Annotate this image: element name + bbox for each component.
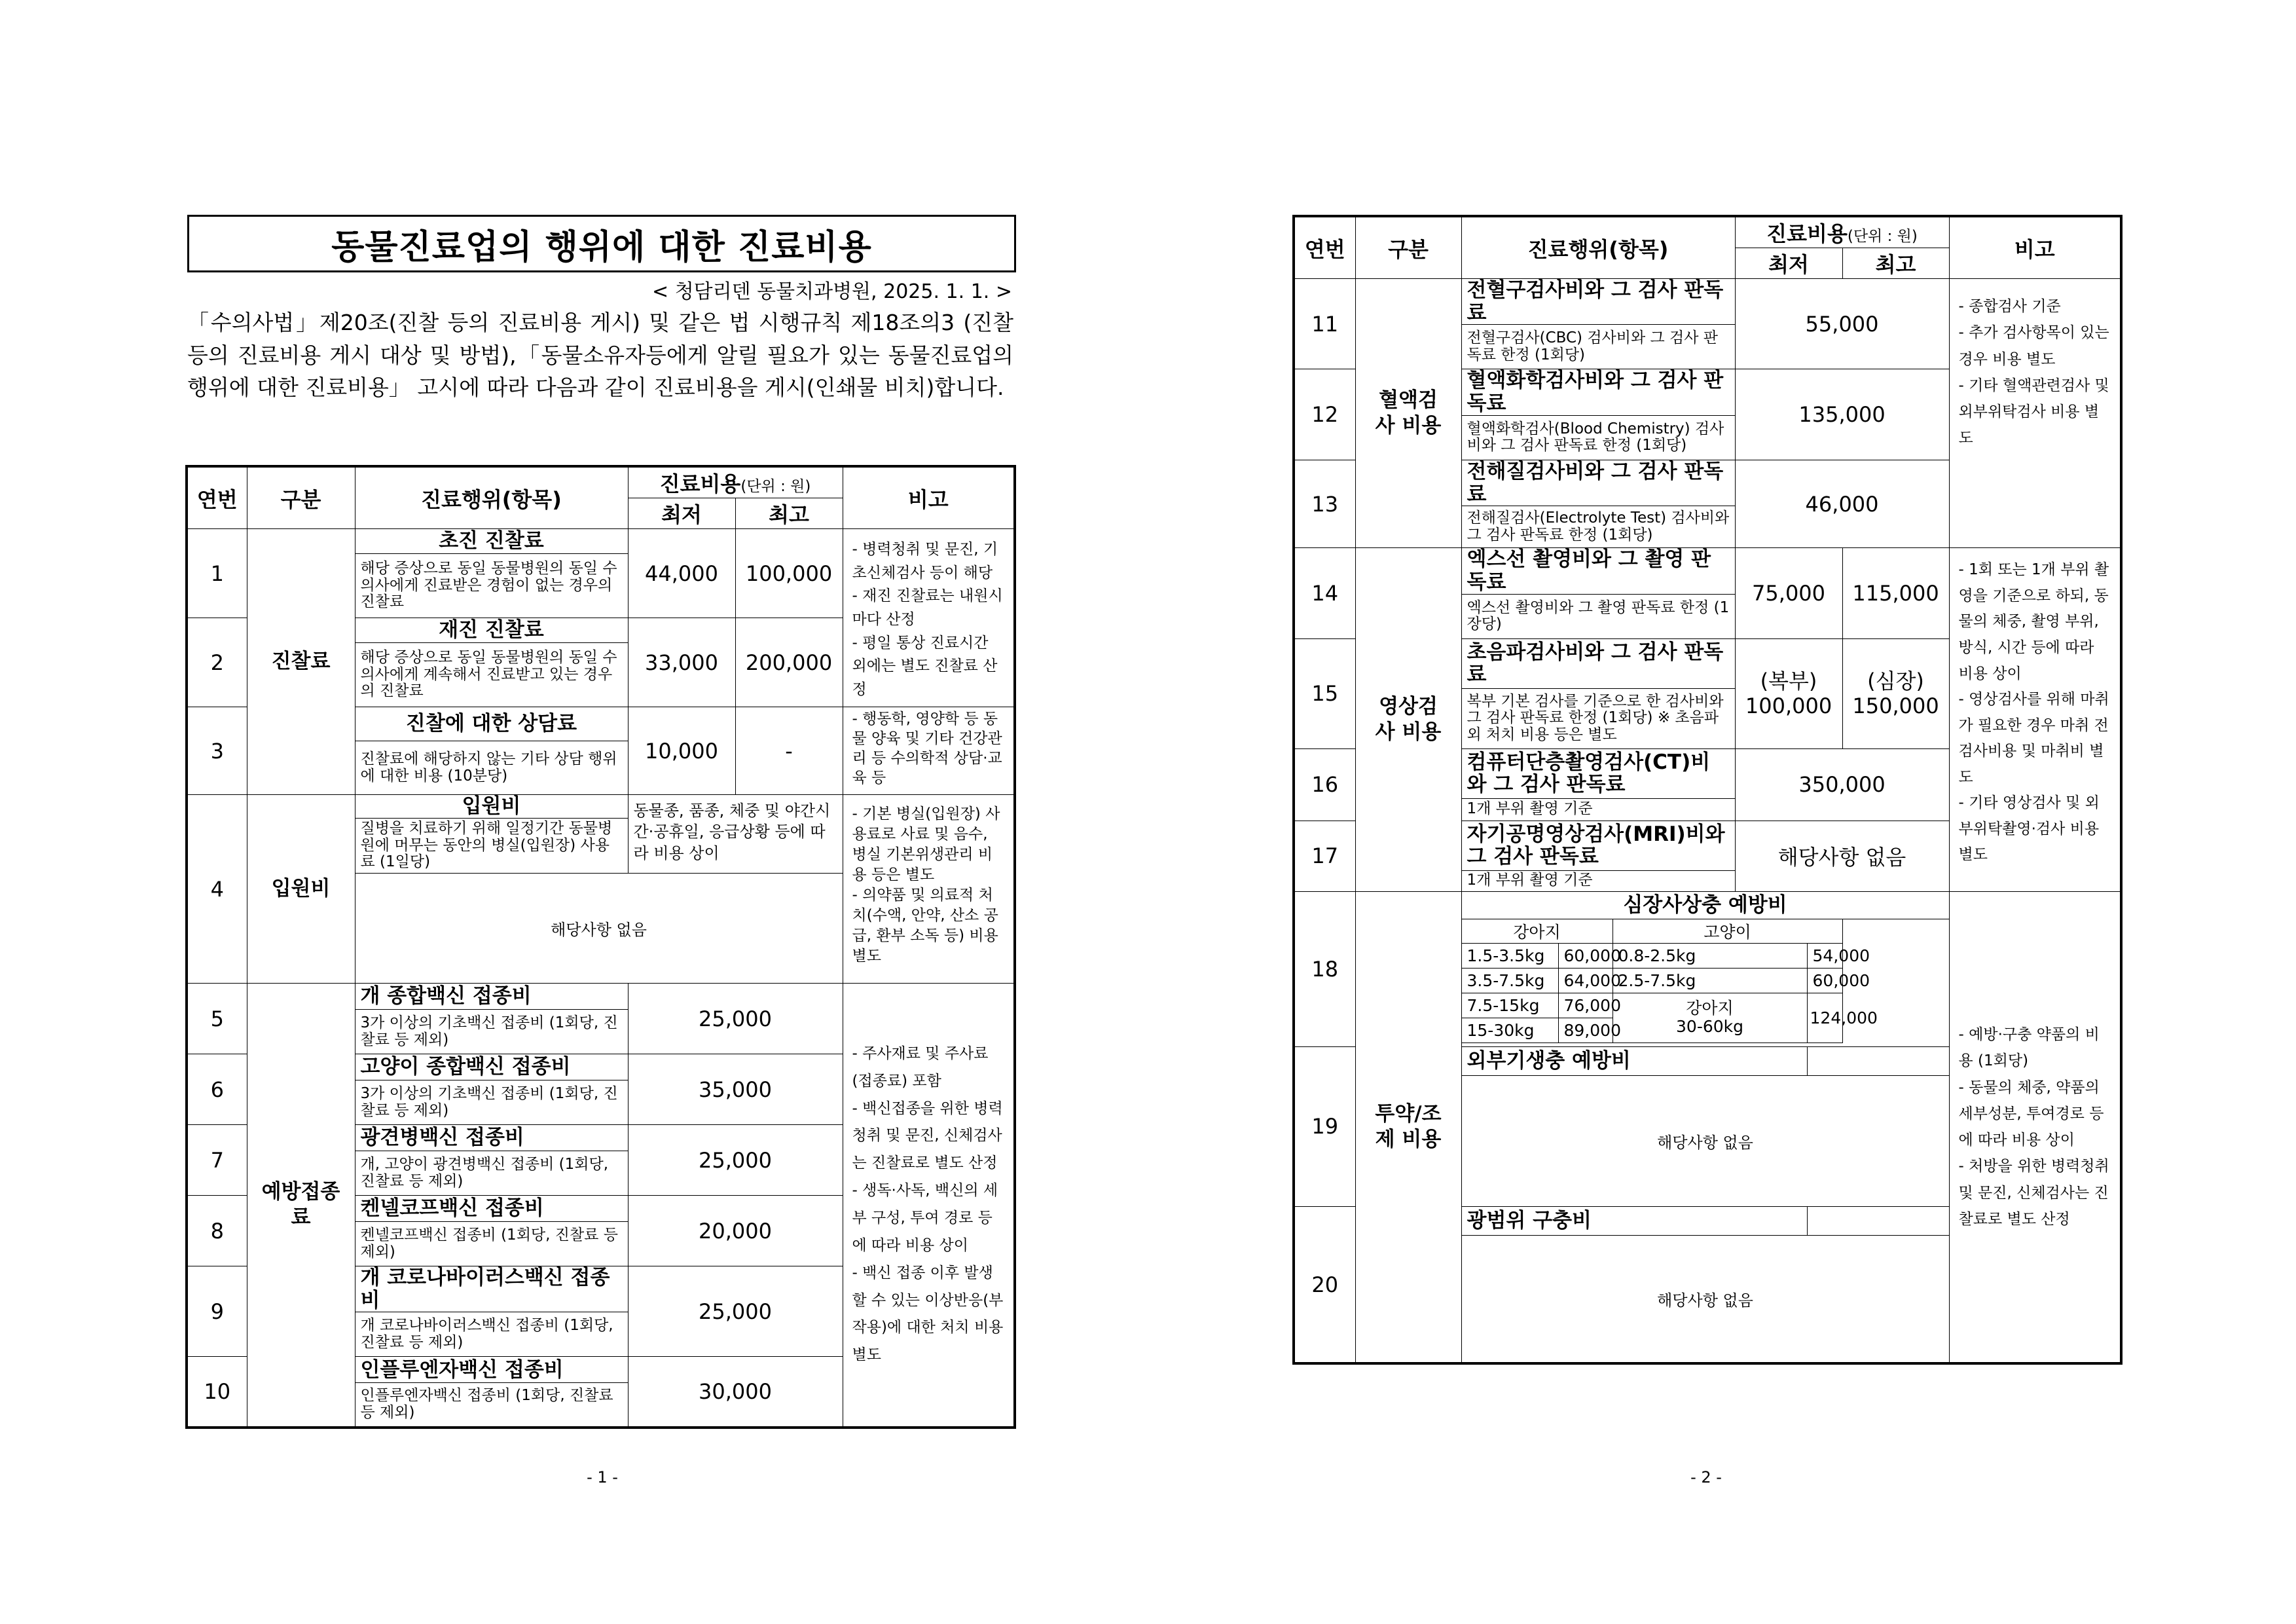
row-no: 14	[1294, 548, 1355, 638]
header-min: 최저	[628, 498, 735, 529]
category-exam: 진찰료	[247, 529, 355, 795]
header-no: 연번	[187, 466, 247, 529]
item-name: 엑스선 촬영비와 그 촬영 판독료	[1461, 548, 1735, 594]
price: 해당사항 없음	[1735, 821, 1949, 891]
price-min-value: 100,000	[1745, 693, 1832, 719]
price-min-label: (복부)	[1760, 668, 1817, 693]
item-desc: 전해질검사(Electrolyte Test) 검사비와 그 검사 판독료 한정 (1회당)	[1461, 506, 1735, 548]
item-name: 컴퓨터단층촬영검사(CT)비와 그 검사 판독료	[1461, 748, 1735, 798]
item-desc: 혈액화학검사(Blood Chemistry) 검사비와 그 검사 판독료 한정 (1회당)	[1461, 415, 1735, 460]
price: 55,000	[1735, 279, 1949, 369]
dog-price: 64,000	[1558, 968, 1613, 993]
item-name: 심장사상충 예방비	[1461, 891, 1949, 919]
item-name: 혈액화학검사비와 그 검사 판독료	[1461, 369, 1735, 415]
remark-inpatient: - 기본 병실(입원장) 사용료로 사료 및 음수, 병실 기본위생관리 비용 등은 별도 - 의약품 및 의료적 처치(수액, 안약, 산소 공급, 환부 소독 등) 비용 별도	[843, 795, 1015, 984]
cat-price: 54,000	[1807, 943, 1842, 968]
price: 25,000	[628, 1266, 843, 1357]
item-name: 인플루엔자백신 접종비	[355, 1357, 628, 1383]
header-remark: 비고	[1949, 216, 2121, 279]
price-max-label: (심장)	[1867, 668, 1924, 693]
remark-exam: - 병력청취 및 문진, 기초신체검사 등이 해당 - 재진 진찰료는 내원시마다 산정 - 평일 통상 진료시간 외에는 별도 진찰료 산정	[843, 529, 1015, 707]
category-imaging: 영상검사 비용	[1355, 548, 1461, 891]
item-desc: 질병을 치료하기 위해 일정기간 동물병원에 머무는 동안의 병실(입원장) 사용료 (1일당)	[355, 819, 628, 874]
price: 25,000	[628, 1125, 843, 1196]
cost-note: 동물종, 품종, 체중 및 야간시간·공휴일, 응급상황 등에 따라 비용 상이	[628, 795, 843, 874]
row-no: 10	[187, 1357, 247, 1428]
item-desc: 해당 증상으로 동일 동물병원의 동일 수의사에게 진료받은 경험이 없는 경우의 진찰료	[355, 554, 628, 618]
cat-weight: 0.8-2.5kg	[1613, 943, 1807, 968]
item-desc: 인플루엔자백신 접종비 (1회당, 진찰료 등 제외)	[355, 1383, 628, 1428]
cat-label: 고양이	[1613, 919, 1842, 943]
row-no: 17	[1294, 821, 1355, 891]
price-max: 115,000	[1842, 548, 1949, 638]
category-blood: 혈액검사 비용	[1355, 279, 1461, 548]
row-no: 12	[1294, 369, 1355, 460]
item-desc: 3가 이상의 기초백신 접종비 (1회당, 진찰료 등 제외)	[355, 1010, 628, 1054]
price: 350,000	[1735, 748, 1949, 821]
row-no: 7	[187, 1125, 247, 1196]
price-max: 200,000	[735, 618, 843, 707]
item-name: 초진 진찰료	[355, 529, 628, 554]
big-dog-price: 124,000	[1807, 993, 1842, 1043]
price: 46,000	[1735, 460, 1949, 547]
remark-consult: - 행동학, 영양학 등 동물 양육 및 기타 건강관리 등 수의학적 상담·교육 등	[843, 707, 1015, 795]
price-max-value: 150,000	[1852, 693, 1939, 719]
item-name: 외부기생충 예방비	[1461, 1046, 1807, 1075]
row-no: 5	[187, 984, 247, 1054]
price: 20,000	[628, 1196, 843, 1266]
header-cost-label: 진료비용	[659, 471, 741, 496]
item-name: 전혈구검사비와 그 검사 판독료	[1461, 279, 1735, 325]
item-name: 개 종합백신 접종비	[355, 984, 628, 1010]
header-cost	[1735, 216, 1949, 248]
price: 30,000	[628, 1357, 843, 1428]
header-max: 최고	[1842, 248, 1949, 279]
item-desc: 해당 증상으로 동일 동물병원의 동일 수의사에게 계속해서 진료받고 있는 경우의 진찰료	[355, 643, 628, 707]
item-name: 개 코로나바이러스백신 접종비	[355, 1266, 628, 1312]
dog-price: 89,000	[1558, 1018, 1613, 1043]
item-name: 고양이 종합백신 접종비	[355, 1054, 628, 1080]
big-dog-weight	[1613, 993, 1807, 1043]
item-desc: 3가 이상의 기초백신 접종비 (1회당, 진찰료 등 제외)	[355, 1080, 628, 1125]
item-desc: 개 코로나바이러스백신 접종비 (1회당, 진찰료 등 제외)	[355, 1312, 628, 1357]
price-max	[1842, 638, 1949, 748]
empty-cell	[1807, 1206, 1949, 1235]
dog-weight: 1.5-3.5kg	[1461, 943, 1558, 968]
item-name: 켄넬코프백신 접종비	[355, 1196, 628, 1222]
category-inpatient: 입원비	[247, 795, 355, 984]
row-no: 3	[187, 707, 247, 795]
item-desc: 전혈구검사(CBC) 검사비와 그 검사 판독료 한정 (1회당)	[1461, 325, 1735, 369]
dog-weight: 15-30kg	[1461, 1018, 1558, 1043]
item-desc: 진찰료에 해당하지 않는 기타 상담 행위에 대한 비용 (10분당)	[355, 741, 628, 795]
remark-imaging: - 1회 또는 1개 부위 촬영을 기준으로 하되, 동물의 체중, 촬영 부위, 방식, 시간 등에 따라 비용 상이 - 영상검사를 위해 마취가 필요한 경우 마취 전 검사비용 및 마취비 별도 - 기타 영상검사 및 외부위탁촬영·검사 비용 별도	[1949, 548, 2121, 891]
fee-table-page2	[1292, 215, 2123, 1365]
item-name: 자기공명영상검사(MRI)비와 그 검사 판독료	[1461, 821, 1735, 870]
row-no: 19	[1294, 1046, 1355, 1206]
row-no: 13	[1294, 460, 1355, 547]
cat-weight: 2.5-7.5kg	[1613, 968, 1807, 993]
not-applicable: 해당사항 없음	[1461, 1075, 1949, 1206]
price-min	[1735, 638, 1842, 748]
category-medication: 투약/조제 비용	[1355, 891, 1461, 1363]
item-name: 진찰에 대한 상담료	[355, 707, 628, 741]
row-no: 4	[187, 795, 247, 984]
item-desc: 복부 기본 검사를 기준으로 한 검사비와 그 검사 판독료 한정 (1회당) ※ 초음파 외 처치 비용 등은 별도	[1461, 688, 1735, 748]
price-max: -	[735, 707, 843, 795]
row-no: 16	[1294, 748, 1355, 821]
page-subtitle: < 청담리덴 동물치과병원, 2025. 1. 1. >	[652, 280, 1012, 303]
empty-cell	[1842, 919, 1949, 943]
dog-price: 60,000	[1558, 943, 1613, 968]
item-name: 광범위 구충비	[1461, 1206, 1807, 1235]
not-applicable: 해당사항 없음	[1461, 1235, 1949, 1363]
item-desc: 1개 부위 촬영 기준	[1461, 798, 1735, 821]
header-item: 진료행위(항목)	[355, 466, 628, 529]
row-no: 2	[187, 618, 247, 707]
item-desc: 개, 고양이 광견병백신 접종비 (1회당, 진찰료 등 제외)	[355, 1151, 628, 1196]
price: 25,000	[628, 984, 843, 1054]
row-no: 11	[1294, 279, 1355, 369]
item-desc: 1개 부위 촬영 기준	[1461, 870, 1735, 891]
remark-medication: - 예방·구충 약품의 비용 (1회당) - 동물의 체중, 약품의 세부성분, 투여경로 등에 따라 비용 상이 - 처방을 위한 병력청취 및 문진, 신체검사는 진찰료로 별도 산정	[1949, 891, 2121, 1363]
row-no: 1	[187, 529, 247, 618]
intro-paragraph: 「수의사법」제20조(진찰 등의 진료비용 게시) 및 같은 법 시행규칙 제18조의3 (진찰 등의 진료비용 게시 대상 및 방법),「동물소유자등에게 알릴 필요가 있는 동물진료업의 행위에 대한 진료비용」 고시에 따라 다음과 같이 진료비용을 게시(인쇄물 비치)합니다.	[187, 310, 1013, 400]
price-min: 44,000	[628, 529, 735, 618]
big-dog-label: 강아지	[1686, 998, 1734, 1018]
page-title: 동물진료업의 행위에 대한 진료비용	[187, 215, 1016, 272]
row-no: 6	[187, 1054, 247, 1125]
header-min: 최저	[1735, 248, 1842, 279]
item-name: 전해질검사비와 그 검사 판독료	[1461, 460, 1735, 506]
big-dog-range: 30-60kg	[1676, 1017, 1744, 1037]
row-no: 20	[1294, 1206, 1355, 1363]
header-unit: (단위 : 원)	[1847, 228, 1918, 245]
header-remark: 비고	[843, 466, 1015, 529]
row-no: 9	[187, 1266, 247, 1357]
header-cost-label: 진료비용	[1766, 221, 1848, 246]
remark-vaccine: - 주사재료 및 주사료 (접종료) 포함 - 백신접종을 위한 병력청취 및 문진, 신체검사는 진찰료로 별도 산정 - 생독·사독, 백신의 세부 구성, 투여 경로 등에 따라 비용 상이 - 백신 접종 이후 발생할 수 있는 이상반응(부작용)에 대한 처치 비용 별도	[843, 984, 1015, 1428]
price-min: 75,000	[1735, 548, 1842, 638]
price-min: 10,000	[628, 707, 735, 795]
fee-table-page1	[185, 465, 1016, 1429]
dog-weight: 7.5-15kg	[1461, 993, 1558, 1018]
empty-cell	[1807, 1046, 1949, 1075]
category-vaccine: 예방접종료	[247, 984, 355, 1428]
header-unit: (단위 : 원)	[740, 478, 811, 495]
remark-blood: - 종합검사 기준 - 추가 검사항목이 있는 경우 비용 별도 - 기타 혈액관련검사 및 외부위탁검사 비용 별도	[1949, 279, 2121, 548]
header-max: 최고	[735, 498, 843, 529]
page-number-2: - 2 -	[1690, 1468, 1722, 1486]
cat-price: 60,000	[1807, 968, 1842, 993]
not-applicable: 해당사항 없음	[355, 874, 843, 984]
header-cost	[628, 466, 843, 498]
dog-label: 강아지	[1461, 919, 1613, 943]
header-category: 구분	[247, 466, 355, 529]
price-min: 33,000	[628, 618, 735, 707]
item-name: 광견병백신 접종비	[355, 1125, 628, 1151]
item-name: 입원비	[355, 795, 628, 819]
page-number-1: - 1 -	[587, 1468, 618, 1486]
item-name: 초음파검사비와 그 검사 판독료	[1461, 638, 1735, 688]
item-name: 재진 진찰료	[355, 618, 628, 643]
header-category: 구분	[1355, 216, 1461, 279]
item-desc: 엑스선 촬영비와 그 촬영 판독료 한정 (1장당)	[1461, 594, 1735, 638]
header-item: 진료행위(항목)	[1461, 216, 1735, 279]
header-no: 연번	[1294, 216, 1355, 279]
price-max: 100,000	[735, 529, 843, 618]
item-desc: 켄넬코프백신 접종비 (1회당, 진찰료 등 제외)	[355, 1222, 628, 1266]
row-no: 18	[1294, 891, 1355, 1046]
row-no: 15	[1294, 638, 1355, 748]
price: 35,000	[628, 1054, 843, 1125]
row-no: 8	[187, 1196, 247, 1266]
dog-weight: 3.5-7.5kg	[1461, 968, 1558, 993]
dog-price: 76,000	[1558, 993, 1613, 1018]
price: 135,000	[1735, 369, 1949, 460]
